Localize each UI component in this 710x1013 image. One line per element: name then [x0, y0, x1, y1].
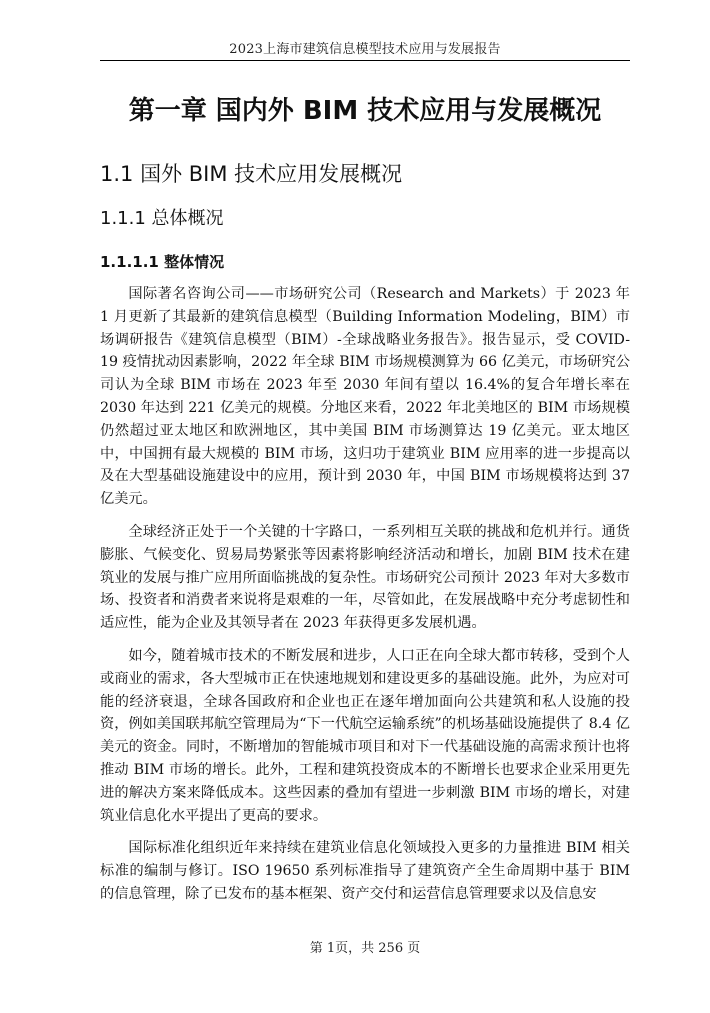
- body-text: [100, 283, 630, 916]
- paragraph-4: 国际标准化组织近年来持续在建筑业信息化领域投入更多的力量推进 BIM 相关标准的编制与修订。ISO 19650 系列标准指导了建筑资产全生命周期中基于 BIM 的信息管理，除了已发布的基本框架、资产交付和运营信息管理要求以及信息安: [100, 840, 630, 902]
- chapter-title: 第一章 国内外 BIM 技术应用与发展概况: [128, 96, 602, 126]
- paragraph-2: 全球经济正处于一个关键的十字路口，一系列相互关联的挑战和危机并行。通货膨胀、气候变化、贸易局势紧张等因素将影响经济活动和增长，加剧 BIM 技术在建筑业的发展与推广应用所面临挑战的复杂性。市场研究公司预计 2023 年对大多数市场、投资者和消费者来说将是艰难的一年，尽管如此，在发展战略中充分考虑韧性和适应性，能为企业及其领导者在 2023 年获得更多发展机遇。: [100, 523, 630, 632]
- section-heading: 1.1 国外 BIM 技术应用发展概况: [100, 162, 403, 186]
- paragraph-1: 国际著名咨询公司——市场研究公司（Research and Markets）于 2023 年 1 月更新了其最新的建筑信息模型（Building Information Modeling，BIM）市场调研报告《建筑信息模型（BIM）-全球战略业务报告》。报告显示，受 COVID-19 疫情扰动因素影响，2022 年全球 BIM 市场规模测算为 66 亿美元，市场研究公司认为全球 BIM 市场在 2023 年至 2030 年间有望以 16.4%的复合年增长率在 2030 年达到 221 亿美元的规模。分地区来看，2022 年北美地区的 BIM 市场规模仍然超过亚太地区和欧洲地区，其中美国 BIM 市场测算达 19 亿美元。亚太地区中，中国拥有最大规模的 BIM 市场，这归功于建筑业 BIM 应用率的进一步提高以及在大型基础设施建设中的应用，预计到 2030 年，中国 BIM 市场规模将达到 37 亿美元。: [100, 286, 630, 508]
- running-header: 2023上海市建筑信息模型技术应用与发展报告: [229, 42, 501, 57]
- page-footer: 第 1页，共 256 页: [309, 941, 421, 956]
- header-divider: [100, 60, 630, 61]
- subsubsection-heading: 1.1.1.1 整体情况: [100, 253, 225, 271]
- subsection-heading: 1.1.1 总体概况: [100, 208, 224, 229]
- paragraph-3: 如今，随着城市技术的不断发展和进步，人口正在向全球大都市转移，受到个人或商业的需求，各大型城市正在快速地规划和建设更多的基础设施。此外，为应对可能的经济衰退，全球各国政府和企业也正在逐年增加面向公共建筑和私人设施的投资，例如美国联邦航空管理局为“下一代航空运输系统”的机场基础设施提供了 8.4 亿美元的资金。同时，不断增加的智能城市项目和对下一代基础设施的高需求预计也将推动 BIM 市场的增长。此外，工程和建筑投资成本的不断增长也要求企业采用更先进的解决方案来降低成本。这些因素的叠加有望进一步刺激 BIM 市场的增长，对建筑业信息化水平提出了更高的要求。: [100, 647, 630, 824]
